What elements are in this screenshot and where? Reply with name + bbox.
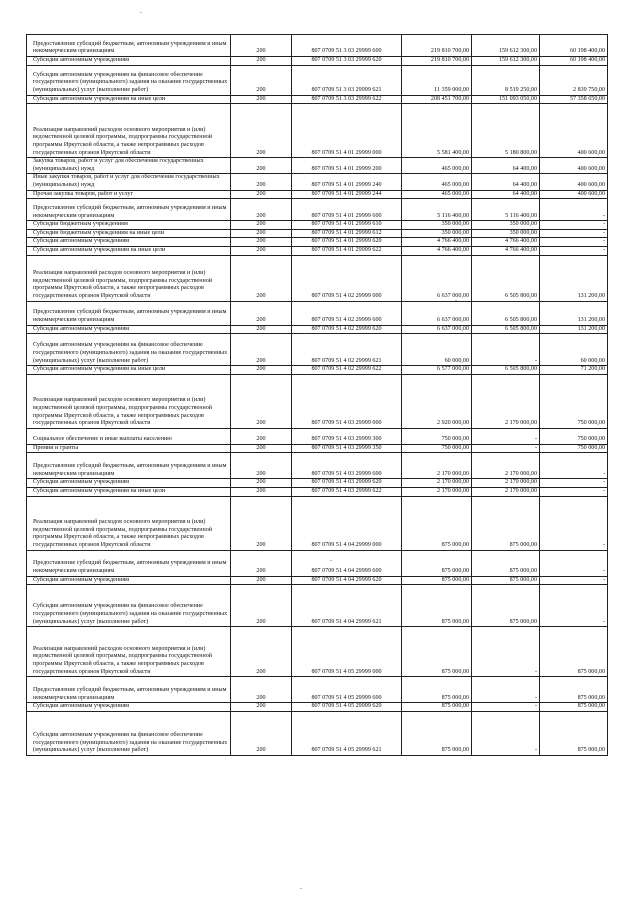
row-executed-amount: 5 116 400,00	[472, 199, 540, 221]
row-remainder-amount: 60 198 400,00	[540, 57, 608, 66]
row-executed-amount: -	[472, 703, 540, 712]
row-remainder-amount: 131 200,00	[540, 325, 608, 334]
row-executed-amount: 2 170 000,00	[472, 487, 540, 496]
row-budget-code: 807 0709 51 4 01 29999 240	[292, 174, 402, 190]
row-approved-amount: 875 000,00	[402, 550, 472, 576]
row-code: 200	[231, 174, 292, 190]
row-approved-amount: 350 000,00	[402, 221, 472, 230]
table-row	[27, 576, 608, 585]
row-budget-code: 807 0709 51 3 03 29999 621	[292, 65, 402, 95]
row-remainder-amount: 400 600,00	[540, 190, 608, 199]
row-remainder-amount: 750 000,00	[540, 374, 608, 428]
row-budget-code: 807 0709 51 4 02 29999 600	[292, 301, 402, 325]
row-executed-amount: -	[472, 627, 540, 677]
scan-speck	[140, 12, 142, 13]
row-approved-amount: 875 000,00	[402, 585, 472, 627]
row-approved-amount: 750 000,00	[402, 428, 472, 444]
row-name: Субсидии автономным учреждениям	[27, 479, 231, 488]
row-approved-amount: 4 766 400,00	[402, 238, 472, 247]
row-name: Субсидии автономным учреждениям на иные цели	[27, 95, 231, 104]
row-code: 200	[231, 246, 292, 255]
scan-speck	[455, 300, 457, 301]
row-executed-amount: 64 400,00	[472, 174, 540, 190]
row-code: 200	[231, 35, 292, 57]
row-budget-code: 807 0709 51 3 03 29999 620	[292, 57, 402, 66]
row-remainder-amount: -	[540, 199, 608, 221]
row-remainder-amount: -	[540, 229, 608, 238]
row-remainder-amount: 60 000,00	[540, 334, 608, 366]
table-row	[27, 496, 608, 550]
row-executed-amount: 151 093 050,00	[472, 95, 540, 104]
row-name: Предоставление субсидий бюджетным, автономным учреждениям и иным некоммерческим организациям	[27, 453, 231, 479]
row-remainder-amount: 875 000,00	[540, 677, 608, 703]
row-remainder-amount: 750 000,00	[540, 428, 608, 444]
table-body	[27, 35, 608, 756]
row-approved-amount: 4 766 400,00	[402, 246, 472, 255]
row-code: 200	[231, 301, 292, 325]
row-executed-amount: -	[472, 711, 540, 755]
row-budget-code: 807 0709 51 4 01 29999 612	[292, 229, 402, 238]
row-executed-amount: 64 400,00	[472, 190, 540, 199]
row-executed-amount: 350 000,00	[472, 221, 540, 230]
row-code: 200	[231, 550, 292, 576]
table-row	[27, 585, 608, 627]
row-approved-amount: 60 000,00	[402, 334, 472, 366]
row-name: Субсидии автономным учреждениям	[27, 703, 231, 712]
row-budget-code: 807 0709 51 3 03 29999 622	[292, 95, 402, 104]
row-approved-amount: 6 577 000,00	[402, 366, 472, 375]
row-executed-amount: 6 505 800,00	[472, 366, 540, 375]
row-code: 200	[231, 199, 292, 221]
row-budget-code: 807 0709 51 4 01 29999 620	[292, 238, 402, 247]
row-code: 200	[231, 229, 292, 238]
table-row	[27, 677, 608, 703]
table-row	[27, 487, 608, 496]
table-row	[27, 301, 608, 325]
row-remainder-amount: 400 600,00	[540, 174, 608, 190]
row-code: 200	[231, 374, 292, 428]
row-approved-amount: 2 170 000,00	[402, 479, 472, 488]
table-row	[27, 238, 608, 247]
row-remainder-amount: 57 358 650,00	[540, 95, 608, 104]
row-budget-code: 807 0709 51 4 03 29999 600	[292, 453, 402, 479]
row-approved-amount: 6 637 000,00	[402, 301, 472, 325]
row-remainder-amount: -	[540, 487, 608, 496]
table-row	[27, 104, 608, 158]
row-name: Субсидии автономным учреждениям на иные цели	[27, 487, 231, 496]
table-row	[27, 65, 608, 95]
row-name: Субсидии бюджетным учреждениям	[27, 221, 231, 230]
table-row	[27, 366, 608, 375]
table-row	[27, 703, 608, 712]
row-name: Субсидии автономным учреждениям на финансовое обеспечение государственного (муниципального) задания на оказание государственных (муниципальных) услуг (выполнение работ)	[27, 711, 231, 755]
row-budget-code: 807 0709 51 4 01 29999 000	[292, 104, 402, 158]
row-remainder-amount: 131 200,00	[540, 255, 608, 301]
row-name: Реализация направлений расходов основного мероприятия и (или) ведомственной целевой программы, подпрограммы государственной программы Иркутской области, а также непрограммных расходов государственных органов Иркутской области	[27, 104, 231, 158]
row-approved-amount: 2 170 000,00	[402, 453, 472, 479]
row-executed-amount: 4 766 400,00	[472, 238, 540, 247]
row-approved-amount: 465 000,00	[402, 190, 472, 199]
row-remainder-amount: -	[540, 585, 608, 627]
table-row	[27, 174, 608, 190]
row-executed-amount: 875 000,00	[472, 550, 540, 576]
row-name: Реализация направлений расходов основного мероприятия и (или) ведомственной целевой программы, подпрограммы государственной программы Иркутской области, а также непрограммных расходов государственных органов Иркутской области	[27, 255, 231, 301]
row-name: Субсидии автономным учреждениям	[27, 57, 231, 66]
row-name: Предоставление субсидий бюджетным, автономным учреждениям и иным некоммерческим организациям	[27, 677, 231, 703]
row-budget-code: 807 0709 51 4 03 29999 620	[292, 479, 402, 488]
row-approved-amount: 2 920 000,00	[402, 374, 472, 428]
row-code: 200	[231, 158, 292, 174]
table-row	[27, 255, 608, 301]
table-row	[27, 334, 608, 366]
row-approved-amount: 350 000,00	[402, 229, 472, 238]
row-budget-code: 807 0709 51 4 04 29999 620	[292, 576, 402, 585]
row-name: Реализация направлений расходов основного мероприятия и (или) ведомственной целевой программы, подпрограммы государственной программы Иркутской области, а также непрограммных расходов государственных органов Иркутской области	[27, 627, 231, 677]
row-budget-code: 807 0709 51 4 01 29999 600	[292, 199, 402, 221]
row-code: 200	[231, 576, 292, 585]
row-budget-code: 807 0709 51 4 05 29999 620	[292, 703, 402, 712]
row-budget-code: 807 0709 51 4 04 29999 621	[292, 585, 402, 627]
row-remainder-amount: 750 000,00	[540, 444, 608, 453]
row-name: Субсидии автономным учреждениям	[27, 238, 231, 247]
row-approved-amount: 875 000,00	[402, 627, 472, 677]
row-remainder-amount: 400 600,00	[540, 104, 608, 158]
row-remainder-amount: 71 200,00	[540, 366, 608, 375]
row-code: 200	[231, 677, 292, 703]
row-executed-amount: 159 612 300,00	[472, 57, 540, 66]
table-row	[27, 428, 608, 444]
row-budget-code: 807 0709 51 4 02 29999 621	[292, 334, 402, 366]
row-name: Субсидии автономным учреждениям на иные цели	[27, 246, 231, 255]
row-remainder-amount: -	[540, 246, 608, 255]
scan-speck	[300, 888, 302, 889]
row-code: 200	[231, 57, 292, 66]
row-remainder-amount: -	[540, 479, 608, 488]
row-executed-amount: 2 170 000,00	[472, 374, 540, 428]
row-budget-code: 807 0709 51 4 02 29999 000	[292, 255, 402, 301]
row-executed-amount: -	[472, 428, 540, 444]
row-approved-amount: 219 810 700,00	[402, 57, 472, 66]
row-name: Субсидии автономным учреждениям	[27, 325, 231, 334]
table-row	[27, 190, 608, 199]
row-code: 200	[231, 428, 292, 444]
row-remainder-amount: -	[540, 496, 608, 550]
row-name: Закупка товаров, работ и услуг для обеспечения государственных (муниципальных) нужд	[27, 158, 231, 174]
row-budget-code: 807 0709 51 4 03 29999 300	[292, 428, 402, 444]
scan-speck	[330, 560, 332, 561]
row-executed-amount: 875 000,00	[472, 585, 540, 627]
row-name: Социальное обеспечение и иные выплаты населению	[27, 428, 231, 444]
row-code: 200	[231, 703, 292, 712]
row-code: 200	[231, 487, 292, 496]
row-budget-code: 807 0709 51 4 01 29999 200	[292, 158, 402, 174]
row-name: Субсидии автономным учреждениям на иные цели	[27, 366, 231, 375]
row-remainder-amount: 2 839 750,00	[540, 65, 608, 95]
row-code: 200	[231, 366, 292, 375]
row-remainder-amount: 60 198 400,00	[540, 35, 608, 57]
table-row	[27, 158, 608, 174]
row-executed-amount: 2 170 000,00	[472, 453, 540, 479]
row-code: 200	[231, 585, 292, 627]
row-approved-amount: 219 810 700,00	[402, 35, 472, 57]
table-row	[27, 374, 608, 428]
table-row	[27, 444, 608, 453]
row-code: 200	[231, 711, 292, 755]
budget-table-page	[26, 34, 607, 756]
table-row	[27, 479, 608, 488]
row-executed-amount: -	[472, 334, 540, 366]
row-executed-amount: -	[472, 444, 540, 453]
table-row	[27, 325, 608, 334]
row-remainder-amount: -	[540, 221, 608, 230]
row-approved-amount: 2 170 000,00	[402, 487, 472, 496]
row-budget-code: 807 0709 51 4 03 29999 350	[292, 444, 402, 453]
row-approved-amount: 5 116 400,00	[402, 199, 472, 221]
row-executed-amount: 875 000,00	[472, 496, 540, 550]
row-executed-amount: 6 505 800,00	[472, 301, 540, 325]
row-executed-amount: 6 505 800,00	[472, 325, 540, 334]
row-code: 200	[231, 221, 292, 230]
row-budget-code: 807 0709 51 4 04 29999 600	[292, 550, 402, 576]
row-name: Премии и гранты	[27, 444, 231, 453]
table-row	[27, 246, 608, 255]
row-approved-amount: 750 000,00	[402, 444, 472, 453]
row-name: Субсидии автономным учреждениям на финансовое обеспечение государственного (муниципального) задания на оказание государственных (муниципальных) услуг (выполнение работ)	[27, 65, 231, 95]
row-approved-amount: 875 000,00	[402, 703, 472, 712]
row-executed-amount: 64 400,00	[472, 158, 540, 174]
row-executed-amount: 875 000,00	[472, 576, 540, 585]
row-budget-code: 807 0709 51 4 04 29999 000	[292, 496, 402, 550]
row-budget-code: 807 0709 51 4 02 29999 620	[292, 325, 402, 334]
row-executed-amount: -	[472, 677, 540, 703]
row-code: 200	[231, 255, 292, 301]
row-code: 200	[231, 238, 292, 247]
table-row	[27, 627, 608, 677]
row-budget-code: 807 0709 51 4 03 29999 622	[292, 487, 402, 496]
row-executed-amount: 4 766 400,00	[472, 246, 540, 255]
row-executed-amount: 159 612 300,00	[472, 35, 540, 57]
row-executed-amount: 2 170 000,00	[472, 479, 540, 488]
row-name: Прочая закупка товаров, работ и услуг	[27, 190, 231, 199]
row-approved-amount: 465 000,00	[402, 174, 472, 190]
row-name: Реализация направлений расходов основного мероприятия и (или) ведомственной целевой программы, подпрограммы государственной программы Иркутской области, а также непрограммных расходов государственных органов Иркутской области	[27, 496, 231, 550]
table-row	[27, 35, 608, 57]
row-budget-code: 807 0709 51 4 01 29999 622	[292, 246, 402, 255]
row-remainder-amount: -	[540, 238, 608, 247]
table-row	[27, 57, 608, 66]
table-row	[27, 550, 608, 576]
row-code: 200	[231, 104, 292, 158]
table-row	[27, 221, 608, 230]
row-budget-code: 807 0709 51 4 02 29999 622	[292, 366, 402, 375]
row-executed-amount: 8 519 250,00	[472, 65, 540, 95]
row-approved-amount: 11 359 000,00	[402, 65, 472, 95]
row-remainder-amount: 131 200,00	[540, 301, 608, 325]
row-code: 200	[231, 627, 292, 677]
row-remainder-amount: 400 600,00	[540, 158, 608, 174]
row-name: Предоставление субсидий бюджетным, автономным учреждениям и иным некоммерческим организациям	[27, 35, 231, 57]
row-name: Предоставление субсидий бюджетным, автономным учреждениям и иным некоммерческим организациям	[27, 550, 231, 576]
row-approved-amount: 208 451 700,00	[402, 95, 472, 104]
row-name: Предоставление субсидий бюджетным, автономным учреждениям и иным некоммерческим организациям	[27, 301, 231, 325]
row-name: Субсидии бюджетным учреждениям на иные цели	[27, 229, 231, 238]
row-remainder-amount: -	[540, 453, 608, 479]
row-name: Субсидии автономным учреждениям	[27, 576, 231, 585]
row-code: 200	[231, 325, 292, 334]
row-code: 200	[231, 453, 292, 479]
row-approved-amount: 6 637 000,00	[402, 255, 472, 301]
row-budget-code: 807 0709 51 4 03 29999 000	[292, 374, 402, 428]
table-row	[27, 711, 608, 755]
table-row	[27, 95, 608, 104]
row-approved-amount: 6 637 000,00	[402, 325, 472, 334]
row-name: Субсидии автономным учреждениям на финансовое обеспечение государственного (муниципального) задания на оказание государственных (муниципальных) услуг (выполнение работ)	[27, 334, 231, 366]
row-executed-amount: 5 180 800,00	[472, 104, 540, 158]
row-budget-code: 807 0709 51 4 01 29999 244	[292, 190, 402, 199]
row-name: Предоставление субсидий бюджетным, автономным учреждениям и иным некоммерческим организациям	[27, 199, 231, 221]
row-name: Иные закупки товаров, работ и услуг для обеспечения государственных (муниципальных) нужд	[27, 174, 231, 190]
row-remainder-amount: -	[540, 576, 608, 585]
row-approved-amount: 875 000,00	[402, 496, 472, 550]
row-budget-code: 807 0709 51 4 01 29999 610	[292, 221, 402, 230]
row-code: 200	[231, 444, 292, 453]
row-remainder-amount: -	[540, 550, 608, 576]
row-remainder-amount: 875 000,00	[540, 627, 608, 677]
row-code: 200	[231, 496, 292, 550]
row-approved-amount: 875 000,00	[402, 576, 472, 585]
row-budget-code: 807 0709 51 3 03 29999 600	[292, 35, 402, 57]
row-executed-amount: 350 000,00	[472, 229, 540, 238]
row-approved-amount: 875 000,00	[402, 677, 472, 703]
budget-execution-table	[26, 34, 608, 756]
row-code: 200	[231, 65, 292, 95]
row-code: 200	[231, 334, 292, 366]
row-budget-code: 807 0709 51 4 05 29999 600	[292, 677, 402, 703]
row-approved-amount: 5 581 400,00	[402, 104, 472, 158]
row-budget-code: 807 0709 51 4 05 29999 000	[292, 627, 402, 677]
row-budget-code: 807 0709 51 4 05 29999 621	[292, 711, 402, 755]
row-approved-amount: 465 000,00	[402, 158, 472, 174]
row-code: 200	[231, 95, 292, 104]
row-remainder-amount: 875 000,00	[540, 703, 608, 712]
table-row	[27, 229, 608, 238]
row-name: Субсидии автономным учреждениям на финансовое обеспечение государственного (муниципального) задания на оказание государственных (муниципальных) услуг (выполнение работ)	[27, 585, 231, 627]
row-approved-amount: 875 000,00	[402, 711, 472, 755]
row-code: 200	[231, 479, 292, 488]
row-executed-amount: 6 505 800,00	[472, 255, 540, 301]
row-code: 200	[231, 190, 292, 199]
row-remainder-amount: 875 000,00	[540, 711, 608, 755]
table-row	[27, 453, 608, 479]
row-name: Реализация направлений расходов основного мероприятия и (или) ведомственной целевой программы, подпрограммы государственной программы Иркутской области, а также непрограммных расходов государственных органов Иркутской области	[27, 374, 231, 428]
table-row	[27, 199, 608, 221]
